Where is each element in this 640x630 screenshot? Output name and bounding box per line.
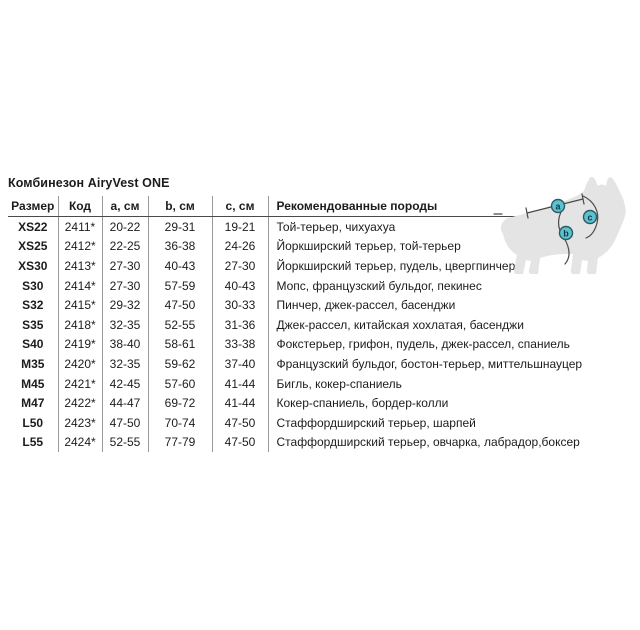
- column-header-code: Код: [58, 196, 102, 217]
- cell-size: S30: [8, 276, 58, 296]
- cell-code: 2415*: [58, 295, 102, 315]
- table-row: [8, 256, 516, 276]
- cell-a: 27-30: [102, 256, 148, 276]
- table-row: [8, 433, 516, 453]
- cell-code: 2422*: [58, 393, 102, 413]
- column-header-b: b, см: [148, 196, 212, 217]
- cell-code: 2420*: [58, 354, 102, 374]
- dog-silhouette-graphic: [501, 177, 626, 274]
- column-header-size: Размер: [8, 196, 58, 217]
- table-row: [8, 393, 516, 413]
- cell-c: 47-50: [212, 433, 268, 453]
- table-row: [8, 374, 516, 394]
- cell-b: 57-60: [148, 374, 212, 394]
- cell-breeds: Той-терьер, чихуахуа: [276, 219, 396, 234]
- header-row: [8, 196, 516, 217]
- cell-breeds: Бигль, кокер-спаниель: [276, 376, 402, 391]
- cell-b: 69-72: [148, 393, 212, 413]
- cell-size: L50: [8, 413, 58, 433]
- cell-breeds: Йоркширский терьер, той-терьер: [276, 239, 461, 254]
- cell-c: 27-30: [212, 256, 268, 276]
- marker-b-label: b: [563, 228, 569, 239]
- marker-c-label: c: [587, 212, 593, 223]
- cell-breeds: Французский бульдог, бостон-терьер, миттельшнауцер: [276, 356, 583, 371]
- cell-b: 36-38: [148, 237, 212, 257]
- table-row: [8, 237, 516, 257]
- cell-a: 52-55: [102, 433, 148, 453]
- column-header-breeds: Рекомендованные породы: [268, 196, 516, 217]
- cell-code: 2411*: [58, 217, 102, 237]
- cell-a: 20-22: [102, 217, 148, 237]
- cell-code: 2413*: [58, 256, 102, 276]
- cell-b: 59-62: [148, 354, 212, 374]
- cell-c: 30-33: [212, 295, 268, 315]
- cell-size: XS22: [8, 217, 58, 237]
- cell-a: 32-35: [102, 315, 148, 335]
- cell-breeds: Стаффордширский терьер, овчарка, лабрадор,боксер: [276, 435, 580, 450]
- cell-a: 27-30: [102, 276, 148, 296]
- cell-breeds: Стаффордширский терьер, шарпей: [276, 415, 476, 430]
- cell-c: 31-36: [212, 315, 268, 335]
- cell-c: 24-26: [212, 237, 268, 257]
- cell-c: 41-44: [212, 393, 268, 413]
- cell-breeds: Кокер-спаниель, бордер-колли: [276, 396, 449, 411]
- cell-code: 2424*: [58, 433, 102, 453]
- cell-b: 58-61: [148, 335, 212, 355]
- cell-b: 52-55: [148, 315, 212, 335]
- cell-code: 2412*: [58, 237, 102, 257]
- cell-a: 32-35: [102, 354, 148, 374]
- cell-breeds: Мопс, французский бульдог, пекинес: [276, 278, 482, 293]
- table-row: [8, 315, 516, 335]
- table-row: [8, 276, 516, 296]
- cell-c: 33-38: [212, 335, 268, 355]
- cell-breeds: Джек-рассел, китайская хохлатая, басенджи: [276, 317, 524, 332]
- cell-size: S40: [8, 335, 58, 355]
- size-table-header: [8, 196, 516, 217]
- cell-code: 2421*: [58, 374, 102, 394]
- cell-size: M35: [8, 354, 58, 374]
- cell-breeds: Йоркширский терьер, пудель, цвергпинчер: [276, 258, 516, 273]
- cell-size: XS30: [8, 256, 58, 276]
- cell-code: 2419*: [58, 335, 102, 355]
- cell-c: 41-44: [212, 374, 268, 394]
- cell-breeds: Пинчер, джек-рассел, басенджи: [276, 298, 456, 313]
- table-row: [8, 413, 516, 433]
- cell-size: XS25: [8, 237, 58, 257]
- dog-measurement-diagram: [492, 170, 640, 282]
- cell-b: 29-31: [148, 217, 212, 237]
- cell-b: 47-50: [148, 295, 212, 315]
- cell-breeds: Фокстерьер, грифон, пудель, джек-рассел, спаниель: [276, 337, 570, 352]
- column-header-a: a, см: [102, 196, 148, 217]
- table-row: [8, 335, 516, 355]
- cell-c: 40-43: [212, 276, 268, 296]
- cell-b: 77-79: [148, 433, 212, 453]
- cell-c: 19-21: [212, 217, 268, 237]
- cell-c: 47-50: [212, 413, 268, 433]
- cell-a: 42-45: [102, 374, 148, 394]
- cell-b: 40-43: [148, 256, 212, 276]
- cell-size: S32: [8, 295, 58, 315]
- table-row: [8, 217, 516, 237]
- cell-code: 2423*: [58, 413, 102, 433]
- table-row: [8, 295, 516, 315]
- cell-a: 29-32: [102, 295, 148, 315]
- cell-b: 57-59: [148, 276, 212, 296]
- cell-size: M45: [8, 374, 58, 394]
- table-row: [8, 354, 516, 374]
- cell-a: 44-47: [102, 393, 148, 413]
- cell-size: M47: [8, 393, 58, 413]
- cell-size: S35: [8, 315, 58, 335]
- cell-a: 47-50: [102, 413, 148, 433]
- size-table-body: [8, 217, 583, 453]
- cell-size: L55: [8, 433, 58, 453]
- page-title: Комбинезон AiryVest ONE: [8, 176, 170, 190]
- column-header-c: c, см: [212, 196, 268, 217]
- cell-code: 2414*: [58, 276, 102, 296]
- size-table: [8, 196, 583, 452]
- cell-code: 2418*: [58, 315, 102, 335]
- cell-a: 38-40: [102, 335, 148, 355]
- cell-c: 37-40: [212, 354, 268, 374]
- marker-a-label: a: [555, 201, 561, 212]
- cell-b: 70-74: [148, 413, 212, 433]
- cell-a: 22-25: [102, 237, 148, 257]
